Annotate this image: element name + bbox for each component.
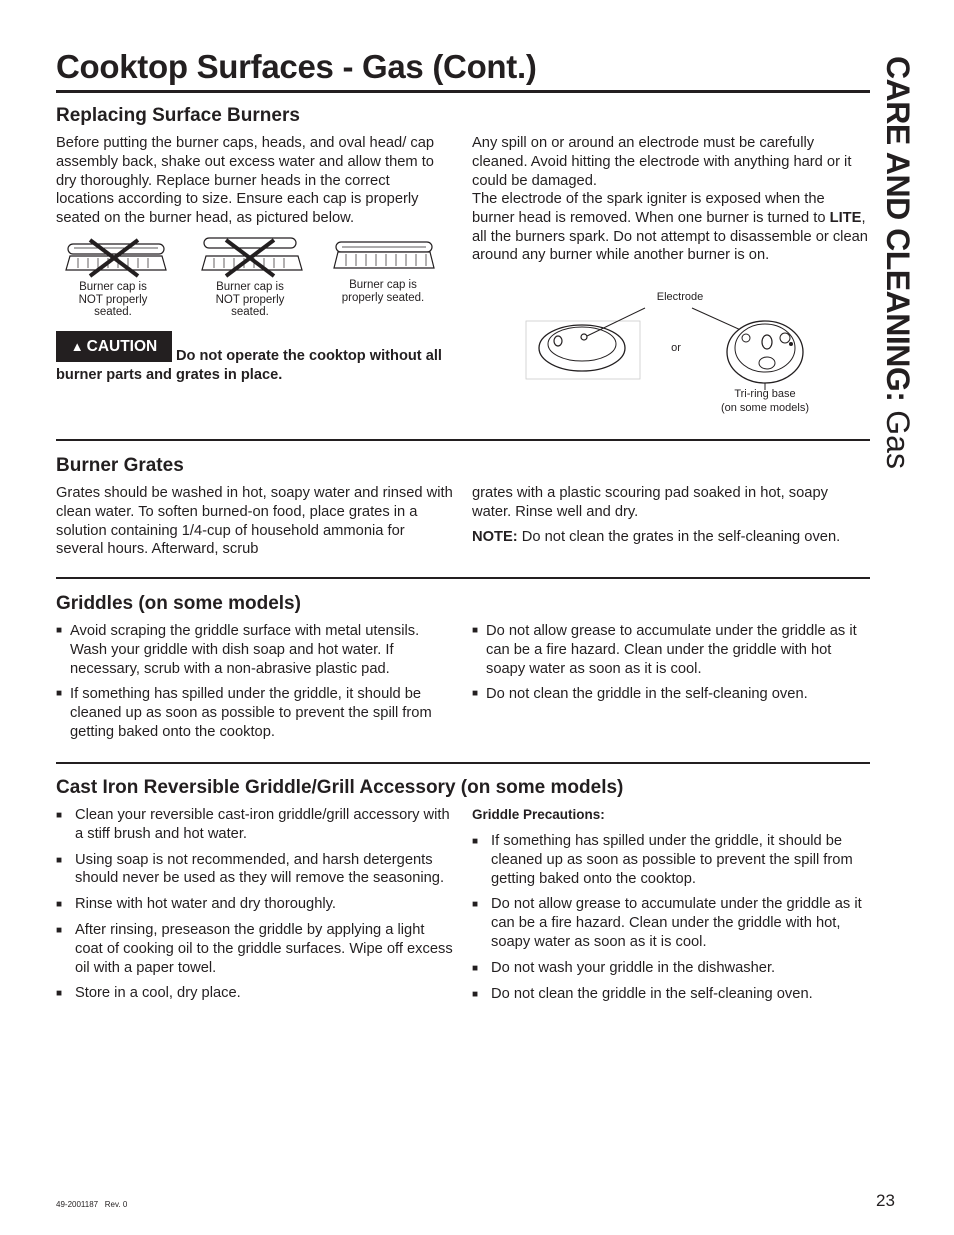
cast-iron-right-list — [472, 832, 870, 1010]
list-item: ■ Do not allow grease to accumulate under the griddle as it can be a fire hazard. Clean under the griddle with hot, soapy water as soon as it is cool. — [472, 895, 870, 951]
section-divider — [56, 439, 870, 441]
side-tab-sublabel: Gas — [880, 401, 916, 469]
caution-text: Do not operate the cooktop without all burner parts and grates in place. — [56, 348, 442, 383]
griddles-left-list — [56, 622, 456, 749]
griddle-precautions-heading: Griddle Precautions: — [472, 807, 605, 822]
cast-iron-left-list — [56, 806, 456, 1010]
burner-caption-1: Burner cap is NOT properly seated. — [78, 281, 148, 318]
list-item: ■ After rinsing, preseason the griddle by applying a light coat of cooking oil to the griddle surfaces. Wipe off excess oil with a paper towel. — [56, 921, 456, 977]
title-rule — [56, 90, 870, 93]
electrode-label: Electrode — [656, 291, 704, 303]
section-divider — [56, 577, 870, 579]
section-divider — [56, 762, 870, 764]
grates-note: NOTE: Do not clean the grates in the self-cleaning oven. — [472, 529, 841, 545]
side-tab — [872, 56, 916, 476]
list-item: ■ Using soap is not recommended, and harsh detergents should never be used as they will remove the seasoning. — [56, 851, 456, 889]
section-heading-cast-iron: Cast Iron Reversible Griddle/Grill Accessory (on some models) — [56, 777, 624, 798]
burner-cap-illustrations — [60, 236, 440, 280]
burner-seated — [334, 242, 434, 268]
replacing-right-text-2: The electrode of the spark igniter is exposed when the burner head is removed. When one burner is turned to LITE, all the burners spark. Do not attempt to disassemble or clean around any burner while another burner is on. — [472, 191, 868, 264]
list-item: ■ If something has spilled under the griddle, it should be cleaned up as soon as possible to prevent the spill from getting baked onto the cooktop. — [56, 685, 456, 741]
tri-ring-sublabel: (on some models) — [720, 402, 810, 414]
or-label: or — [671, 342, 681, 354]
grates-right-text: grates with a plastic scouring pad soaked in hot, soapy water. Rinse well and dry. — [472, 485, 828, 520]
section-heading-grates: Burner Grates — [56, 455, 184, 476]
list-item: ■ Clean your reversible cast-iron griddle/grill accessory with a stiff brush and hot water. — [56, 806, 456, 844]
page-title: Cooktop Surfaces - Gas (Cont.) — [56, 48, 537, 85]
list-item: ■ Store in a cool, dry place. — [56, 984, 456, 1003]
list-item: ■ Do not allow grease to accumulate under the griddle as it can be a fire hazard. Clean under the griddle with hot soapy water as soon as it is cool. — [472, 622, 870, 678]
warning-triangle-icon: ▲ — [70, 339, 84, 354]
list-item: ■ Do not clean the griddle in the self-cleaning oven. — [472, 685, 870, 704]
replacing-left-text: Before putting the burner caps, heads, and oval head/ cap assembly back, shake out excess water and allow them to dry thoroughly. Replace burner heads in the correct locations according to size. Ensure each cap is properly seated on the burner head, as pictured below. — [56, 135, 435, 227]
burner-not-seated-2 — [202, 238, 302, 276]
list-item: ■ Avoid scraping the griddle surface with metal utensils. Wash your griddle with dish soap and hot water. If necessary, scrub with a non-abrasive plastic pad. — [56, 622, 456, 678]
burner-not-seated-1 — [66, 240, 166, 276]
grates-left-text: Grates should be washed in hot, soapy water and rinsed with clean water. To soften burned-on food, place grates in a solution containing 1/4-cup of household ammonia for several hours. Afterward, scrub — [56, 485, 453, 558]
list-item: ■ Do not clean the griddle in the self-cleaning oven. — [472, 985, 870, 1004]
section-heading-replacing: Replacing Surface Burners — [56, 105, 300, 126]
section-heading-griddles: Griddles (on some models) — [56, 593, 301, 614]
tri-ring-label: Tri-ring base — [734, 388, 796, 400]
page-number: 23 — [876, 1191, 895, 1210]
list-item: ■ Do not wash your griddle in the dishwasher. — [472, 959, 870, 978]
burner-caption-2: Burner cap is NOT properly seated. — [215, 281, 285, 318]
replacing-right-text-1: Any spill on or around an electrode must be carefully cleaned. Avoid hitting the electrode with anything hard or it could be damaged. — [472, 135, 852, 189]
list-item: ■ If something has spilled under the griddle, it should be cleaned up as soon as possible to prevent the spill from getting baked onto the cooktop. — [472, 832, 870, 888]
list-item: ■ Rinse with hot water and dry thoroughly. — [56, 895, 456, 914]
doc-code: 49-2001187 Rev. 0 — [56, 1200, 128, 1209]
burner-caption-3: Burner cap is properly seated. — [341, 279, 425, 304]
caution-label: CAUTION — [86, 337, 158, 355]
side-tab-label: CARE AND CLEANING: — [880, 56, 916, 402]
griddles-right-list — [472, 622, 870, 711]
